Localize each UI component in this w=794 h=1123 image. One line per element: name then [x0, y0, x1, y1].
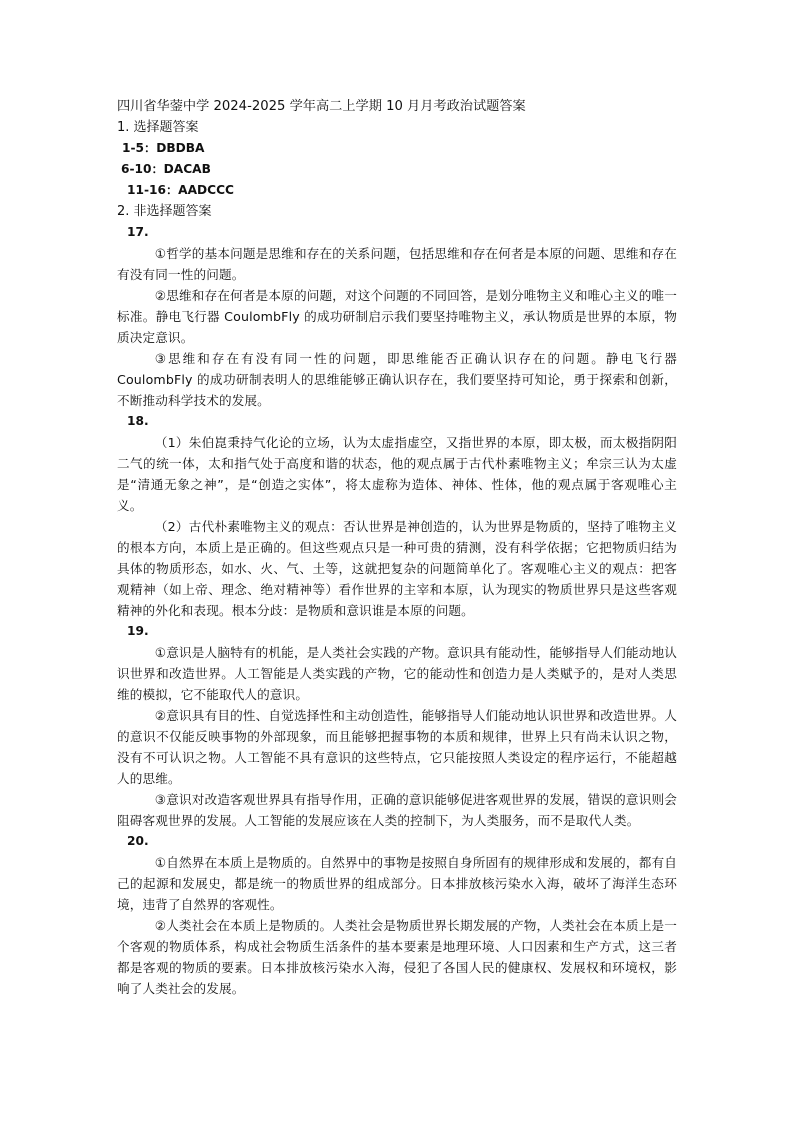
- answer-paragraph: ①自然界在本质上是物质的。自然界中的事物是按照自身所固有的规律形成和发展的，都有自己的起源和发展史，都是统一的物质世界的组成部分。日本排放核污染水入海，破坏了海洋生态环境，违背了自然界的客观性。: [117, 855, 677, 912]
- mc-answers-1-5: 1-5：DBDBA: [122, 141, 205, 155]
- question-number-17: 17.: [127, 225, 149, 239]
- section-heading-non-multiple-choice: 2. 非选择题答案: [117, 204, 212, 219]
- answer-paragraph: ②人类社会在本质上是物质的。人类社会是物质世界长期发展的产物，人类社会在本质上是一个客观的物质体系，构成社会物质生活条件的基本要素是地理环境、人口因素和生产方式，这三者都是客观的物质的要素。日本排放核污染水入海，侵犯了各国人民的健康权、发展权和环境权，影响了人类社会的发展。: [117, 918, 677, 996]
- answer-document: [117, 96, 677, 999]
- answer-paragraph: ③思维和存在有没有同一性的问题，即思维能否正确认识存在的问题。静电飞行器 CoulombFly 的成功研制表明人的思维能够正确认识存在，我们要坚持可知论，勇于探索和创新，不断推动科学技术的发展。: [117, 351, 677, 408]
- mc-answers-11-16: 11-16：AADCCC: [127, 183, 234, 197]
- answer-paragraph: ②意识具有目的性、自觉选择性和主动创造性，能够指导人们能动地认识世界和改造世界。人的意识不仅能反映事物的外部现象，而且能够把握事物的本质和规律，世界上只有尚未认识之物，没有不可认识之物。人工智能不具有意识的这些特点，它只能按照人类设定的程序运行，不能超越人的思维。: [117, 708, 677, 786]
- mc-answers-6-10: 6-10：DACAB: [121, 162, 211, 176]
- question-number-20: 20.: [127, 834, 149, 848]
- answer-paragraph: （1）朱伯崑秉持气化论的立场，认为太虚指虚空，又指世界的本原，即太极，而太极指阴阳二气的统一体，太和指气处于高度和谐的状态，他的观点属于古代朴素唯物主义；牟宗三认为太虚是“清通无象之神”，是“创造之实体”，将太虚称为造体、神体、性体，他的观点属于客观唯心主义。: [117, 435, 677, 513]
- answer-paragraph: ①哲学的基本问题是思维和存在的关系问题，包括思维和存在何者是本原的问题、思维和存在有没有同一性的问题。: [117, 246, 677, 282]
- question-number-18: 18.: [127, 414, 149, 428]
- section-heading-multiple-choice: 1. 选择题答案: [117, 120, 199, 135]
- answer-paragraph: （2）古代朴素唯物主义的观点：否认世界是神创造的，认为世界是物质的，坚持了唯物主义的根本方向，本质上是正确的。但这些观点只是一种可贵的猜测，没有科学依据；它把物质归结为具体的物质形态，如水、火、气、土等，这就把复杂的问题简单化了。客观唯心主义的观点：把客观精神（如上帝、理念、绝对精神等）看作世界的主宰和本原，认为现实的物质世界只是这些客观精神的外化和表现。根本分歧：是物质和意识谁是本原的问题。: [117, 519, 677, 618]
- answer-paragraph: ②思维和存在何者是本原的问题，对这个问题的不同回答，是划分唯物主义和唯心主义的唯一标准。静电飞行器 CoulombFly 的成功研制启示我们要坚持唯物主义，承认物质是世界的本原，物质决定意识。: [117, 288, 677, 345]
- answer-paragraph: ①意识是人脑特有的机能，是人类社会实践的产物。意识具有能动性，能够指导人们能动地认识世界和改造世界。人工智能是人类实践的产物，它的能动性和创造力是人类赋予的，是对人类思维的模拟，它不能取代人的意识。: [117, 645, 677, 702]
- question-number-19: 19.: [127, 624, 149, 638]
- document-title: 四川省华蓥中学 2024-2025 学年高二上学期 10 月月考政治试题答案: [117, 99, 526, 114]
- answer-paragraph: ③意识对改造客观世界具有指导作用，正确的意识能够促进客观世界的发展，错误的意识则会阻碍客观世界的发展。人工智能的发展应该在人类的控制下，为人类服务，而不是取代人类。: [117, 792, 677, 828]
